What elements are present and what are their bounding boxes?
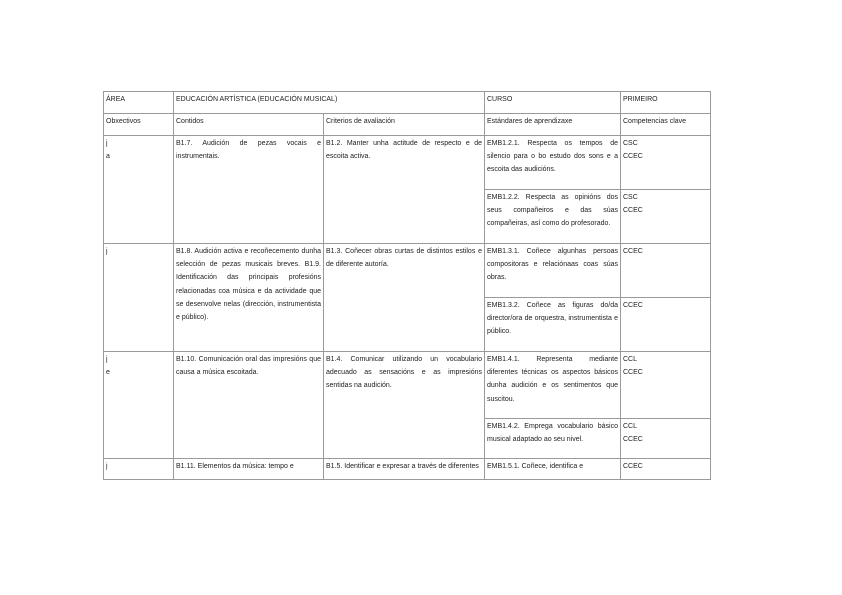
curso-value: PRIMEIRO xyxy=(621,92,711,114)
table-row xyxy=(104,459,711,480)
competencies-cell xyxy=(621,244,711,298)
table-row xyxy=(104,244,711,298)
objectives-cell xyxy=(104,352,174,459)
objectives-cell xyxy=(104,136,174,244)
objective-code: j xyxy=(106,140,108,147)
area-label: ÁREA xyxy=(104,92,174,114)
content-cell: B1.7. Audición de pezas vocais e instrumentais. xyxy=(174,136,324,244)
objective-code: a xyxy=(106,153,110,161)
standard-cell: EMB1.3.2. Coñece as figuras do/da director/ora de orquestra, instrumentista e público. xyxy=(485,298,621,352)
content-cell: B1.10. Comunicación oral das impresións que causa a música escoitada. xyxy=(174,352,324,459)
objective-code: j xyxy=(106,356,108,363)
table-row xyxy=(104,352,711,419)
competency-code: CCEC xyxy=(623,463,643,470)
objective-code: e xyxy=(106,369,110,377)
criteria-cell: B1.5. Identificar e expresar a través de diferentes xyxy=(324,459,485,480)
competency-code: CCL xyxy=(623,423,638,430)
standard-cell: EMB1.3.1. Coñece algunhas persoas compositoras e relaciónaas coas súas obras. xyxy=(485,244,621,298)
competency-code: CCEC xyxy=(623,302,643,309)
content-cell: B1.8. Audición activa e recoñecemento dunha selección de pezas musicais breves. B1.9. Identificación das principais profesións relacionadas coa música e da actividade que se desenvolve nelas (dirección, instrumentista e público). xyxy=(174,244,324,352)
column-header-standards: Estándares de aprendizaxe xyxy=(485,114,621,136)
column-header-criteria: Criterios de avaliación xyxy=(324,114,485,136)
curso-label: CURSO xyxy=(485,92,621,114)
competency-code: CCEC xyxy=(623,369,643,377)
column-header-content: Contidos xyxy=(174,114,324,136)
criteria-cell: B1.3. Coñecer obras curtas de distintos estilos e de diferente autoría. xyxy=(324,244,485,352)
standard-cell: EMB1.5.1. Coñece, identifica e xyxy=(485,459,621,480)
standard-cell: EMB1.2.2. Respecta as opinións dos seus compañeiros e das súas compañeiras, así como do profesorado. xyxy=(485,190,621,244)
competency-code: CCEC xyxy=(623,248,643,255)
competency-code: CCEC xyxy=(623,436,643,444)
objective-code: j xyxy=(106,463,108,470)
table-row xyxy=(104,136,711,190)
objective-code: j xyxy=(106,248,108,255)
competency-code: CSC xyxy=(623,140,638,147)
standard-cell: EMB1.2.1. Respecta os tempos de silencio para o bo estudo dos sons e a escoita das audicións. xyxy=(485,136,621,190)
competency-code: CCEC xyxy=(623,153,643,161)
competencies-cell xyxy=(621,459,711,480)
criteria-cell: B1.4. Comunicar utilizando un vocabulario adecuado as sensacións e as impresións sentidas na audición. xyxy=(324,352,485,459)
curriculum-table xyxy=(103,91,711,480)
competency-code: CCEC xyxy=(623,207,643,215)
objectives-cell xyxy=(104,459,174,480)
competencies-cell xyxy=(621,136,711,190)
competencies-cell xyxy=(621,352,711,419)
competencies-cell xyxy=(621,190,711,244)
competencies-cell xyxy=(621,419,711,459)
competency-code: CCL xyxy=(623,356,638,363)
header-row-area xyxy=(104,92,711,114)
competencies-cell xyxy=(621,298,711,352)
standard-cell: EMB1.4.2. Emprega vocabulario básico musical adaptado ao seu nivel. xyxy=(485,419,621,459)
column-header-objectives: Obxectivos xyxy=(104,114,174,136)
criteria-cell: B1.2. Manter unha actitude de respecto e de escoita activa. xyxy=(324,136,485,244)
competency-code: CSC xyxy=(623,194,638,201)
content-cell: B1.11. Elementos da música: tempo e xyxy=(174,459,324,480)
column-header-competencies: Competencias clave xyxy=(621,114,711,136)
objectives-cell xyxy=(104,244,174,352)
standard-cell: EMB1.4.1. Representa mediante diferentes técnicas os aspectos básicos dunha audición e os sentimentos que suscitou. xyxy=(485,352,621,419)
area-value: EDUCACIÓN ARTÍSTICA (EDUCACIÓN MUSICAL) xyxy=(174,92,485,114)
header-row-columns xyxy=(104,114,711,136)
